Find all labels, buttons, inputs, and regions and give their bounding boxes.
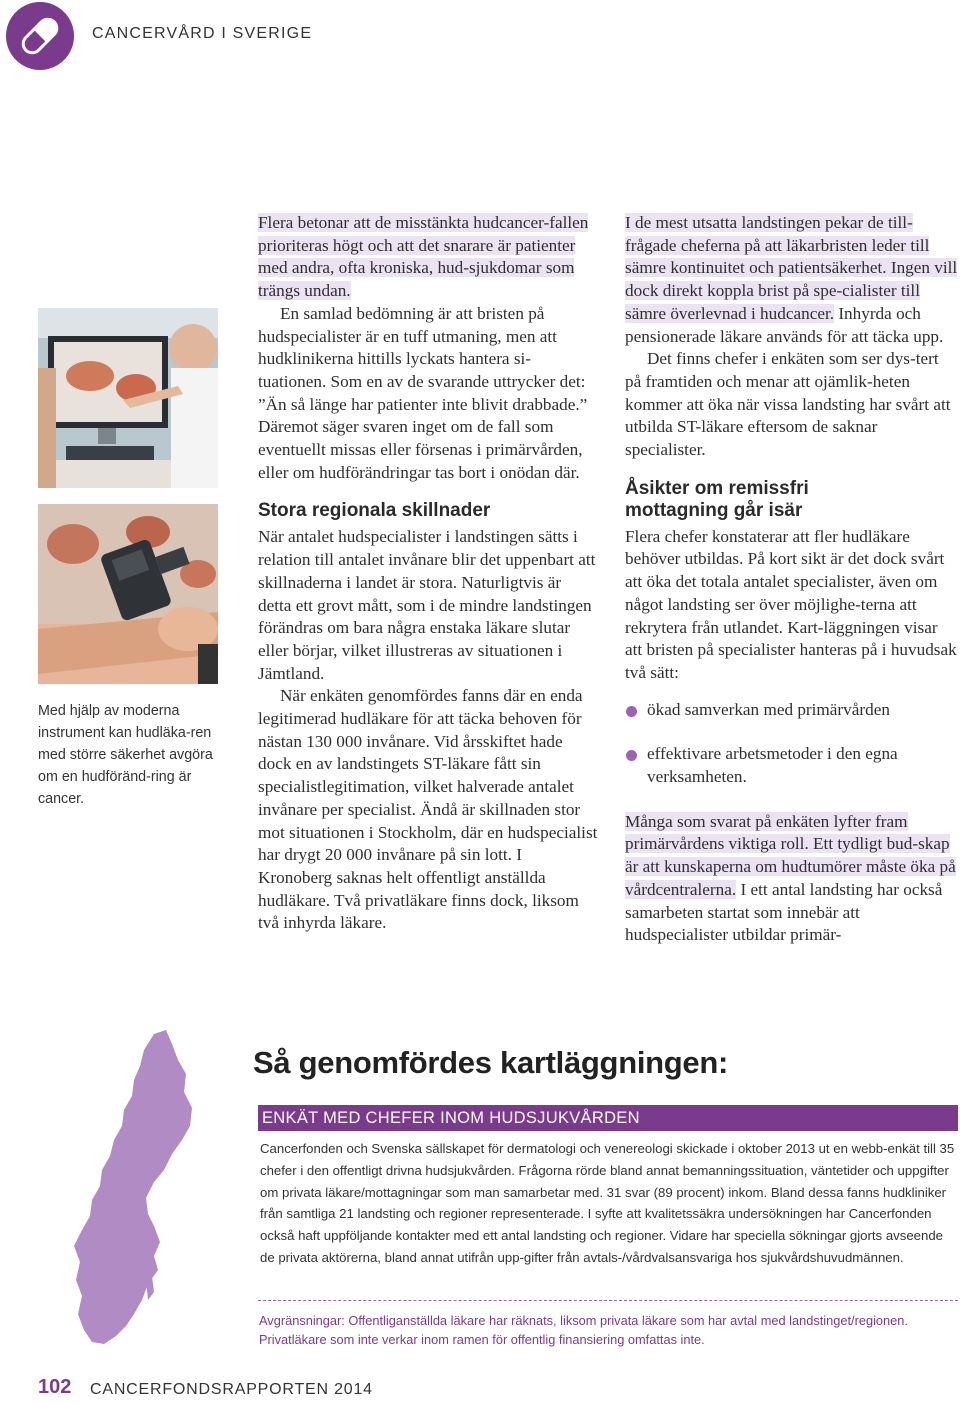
list-item	[625, 699, 959, 722]
article-column-1	[258, 212, 598, 935]
paragraph	[625, 811, 959, 947]
paragraph: När antalet hudspecialister i landstingen sätts i relation till antalet invånare blir det uppenbart att skillnaderna i landet är stora. Naturligtvis är detta ett grovt mått, som i de mindre landstingen förändras om bara några enstaka läkare slutar eller börjar, vilket illustreras av situationen i Jämtland.	[258, 527, 596, 683]
subheading-line: mottagning går isär	[625, 499, 803, 521]
pill-icon	[6, 2, 74, 70]
bullet-dot-icon	[626, 706, 637, 717]
box-title: Så genomfördes kartläggningen:	[253, 1045, 729, 1080]
page-number: 102	[38, 1376, 72, 1398]
dashed-divider	[258, 1300, 958, 1301]
report-title: CANCERFONDSRAPPORTEN 2014	[90, 1381, 373, 1398]
paragraph-text: Inhyrda och pensionerade läkare används för att täcka upp.	[625, 303, 944, 346]
section-badge	[6, 2, 74, 70]
skin-examination-photo	[38, 504, 218, 684]
dermatologist-screen-photo	[38, 308, 218, 488]
paragraph: När enkäten genomfördes fanns där en enda legitimerad hudläkare för att täcka behoven för nästan 130 000 invånare. Vid årsskiftet hade dock en av landstingets ST-läkare fått sin specialistlegitimation, vilket halverade antalet invånare per specialist. Ändå är skillnaden stor mot situationen i Stockholm, där en hudspecialist har drygt 20 000 invånare på sin lott. I Kronoberg saknas helt offentligt anställda hudläkare. Två privatläkare finns dock, liksom två inhyrda läkare.	[258, 686, 598, 933]
list-item-text: ökad samverkan med primärvården	[647, 699, 890, 719]
subheading	[625, 478, 959, 522]
box-note: Avgränsningar: Offentliganställda läkare har räknats, liksom privata läkare som har avtal med landstinget/regionen. Privatläkare som inte verkar inom ramen för offentlig finansiering omfattas inte.	[259, 1313, 908, 1347]
subheading-line: Åsikter om remissfri	[625, 477, 809, 499]
subheading: Stora regionala skillnader	[258, 500, 491, 522]
paragraph: Det finns chefer i enkäten som ser dys-tert på framtiden och menar att ojämlik-heten kommer att öka när vissa landsting har svårt att utbilda ST-läkare eftersom de saknar specialister.	[625, 349, 951, 460]
list-item	[625, 743, 959, 788]
paragraph	[625, 212, 959, 348]
sweden-map-icon	[68, 1030, 198, 1352]
box-banner: ENKÄT MED CHEFER INOM HUDSJUKVÅRDEN	[258, 1105, 958, 1131]
photo-caption: Med hjälp av moderna instrument kan hudläka-ren med större säkerhet avgöra om en hudföränd-ring är cancer.	[38, 703, 213, 807]
highlighted-text: Flera betonar att de misstänkta hudcancer-fallen prioriteras högt och att det snarare är patienter med andra, ofta kroniska, hud-sjukdomar som trängs undan.	[258, 213, 589, 301]
bullet-dot-icon	[626, 750, 637, 761]
highlighted-text: Många som svarat på enkäten lyfter fram primärvårdens viktiga roll. Ett tydligt bud-skap är att kunskaperna om hudtumörer måste öka på vårdcentralerna.	[625, 811, 956, 899]
paragraph: Flera chefer konstaterar att fler hudläkare behöver utbildas. På kort sikt är det dock svårt att öka det totala antalet specialister, även om något landsting ser över möjlighe-terna att rekrytera från utlandet. Kart-läggningen visar att bristen på specialister hanteras på i huvudsak två sätt:	[625, 526, 957, 682]
paragraph-text: I ett antal landsting har också samarbeten startat som innebär att hudspecialister utbildar primär-	[625, 879, 943, 945]
section-label: CANCERVÅRD I SVERIGE	[92, 25, 313, 42]
paragraph: En samlad bedömning är att bristen på hudspecialister är en tuff utmaning, men att hudklinikerna hittills lyckats hantera si-tuationen. Som en av de svarande uttrycker det: ”Än så länge har patienter inte blivit drabbade.” Däremot säger svaren inget om de fall som eventuellt missas eller försenas i primärvården, eller om hudförändringar tas bort i onödan där.	[258, 303, 588, 482]
list-item-text: effektivare arbetsmetoder i den egna verksamheten.	[647, 744, 898, 787]
paragraph	[258, 212, 598, 303]
highlighted-text: I de mest utsatta landstingen pekar de till-frågade cheferna på att läkarbristen leder till sämre kontinuitet och patientsäkerhet. Ingen vill dock direkt koppla brist på spe-cialister till sämre överlevnad i hudcancer.	[625, 213, 958, 323]
article-column-2	[625, 212, 959, 947]
bullet-list	[625, 699, 959, 789]
box-body: Cancerfonden och Svenska sällskapet för dermatologi och venereologi skickade i oktober 2013 ut en webb-enkät till 35 chefer i den offentligt drivna hudsjukvården. Frågorna rörde bland annat bemanningssituation, väntetider och uppgifter om privata läkare/mottagningar som man samarbetar med. 31 svar (89 procent) inkom. Bland dessa fanns hudkliniker från samtliga 21 landsting och regioner representerade. I syfte att kvalitetssäkra undersökningen har Cancerfonden också haft uppföljande kontakter med ett antal landsting och regioner. Vidare har speciella sökningar gjorts avseende de privata aktörerna, bland annat utifrån upp-gifter från avtals-/vårdvalsansvariga hos sjukvårdshuvudmännen.	[260, 1141, 955, 1265]
